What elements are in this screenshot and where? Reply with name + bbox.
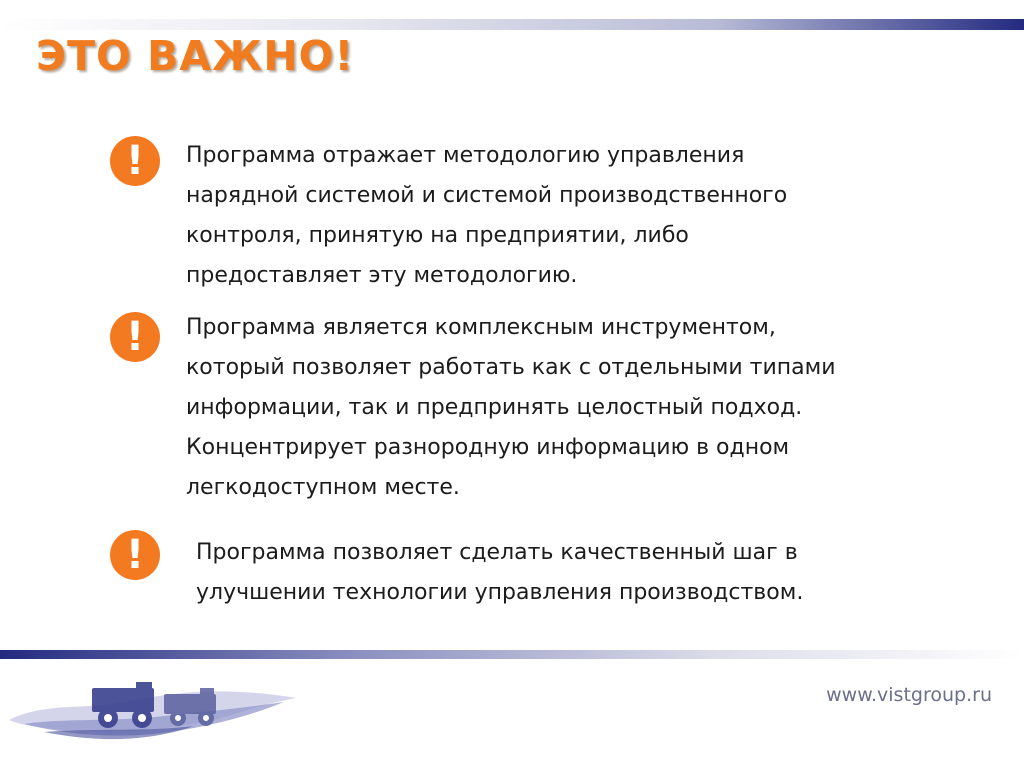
top-divider (0, 19, 1024, 30)
bullet-text: Программа позволяет сделать качественный шаг в улучшении технологии управления производством. (196, 540, 804, 605)
mining-trucks-illustration (4, 672, 304, 752)
exclamation-icon: ! (110, 530, 160, 580)
bottom-divider (0, 650, 1024, 659)
bullet-text: Программа является комплексным инструментом, который позволяет работать как с отдельными типами информации, так и предпринять целостный подход. Концентрирует разнородную информацию в одном легкодоступном месте. (186, 315, 836, 500)
bullet-text: Программа отражает методологию управления нарядной системой и системой производственного контроля, принятую на предприятии, либо предоставляет эту методологию. (186, 143, 788, 288)
exclamation-icon: ! (110, 136, 160, 186)
page-title: ЭТО ВАЖНО! (36, 32, 355, 80)
exclamation-icon: ! (110, 312, 160, 362)
website-link[interactable]: www.vistgroup.ru (826, 684, 992, 706)
